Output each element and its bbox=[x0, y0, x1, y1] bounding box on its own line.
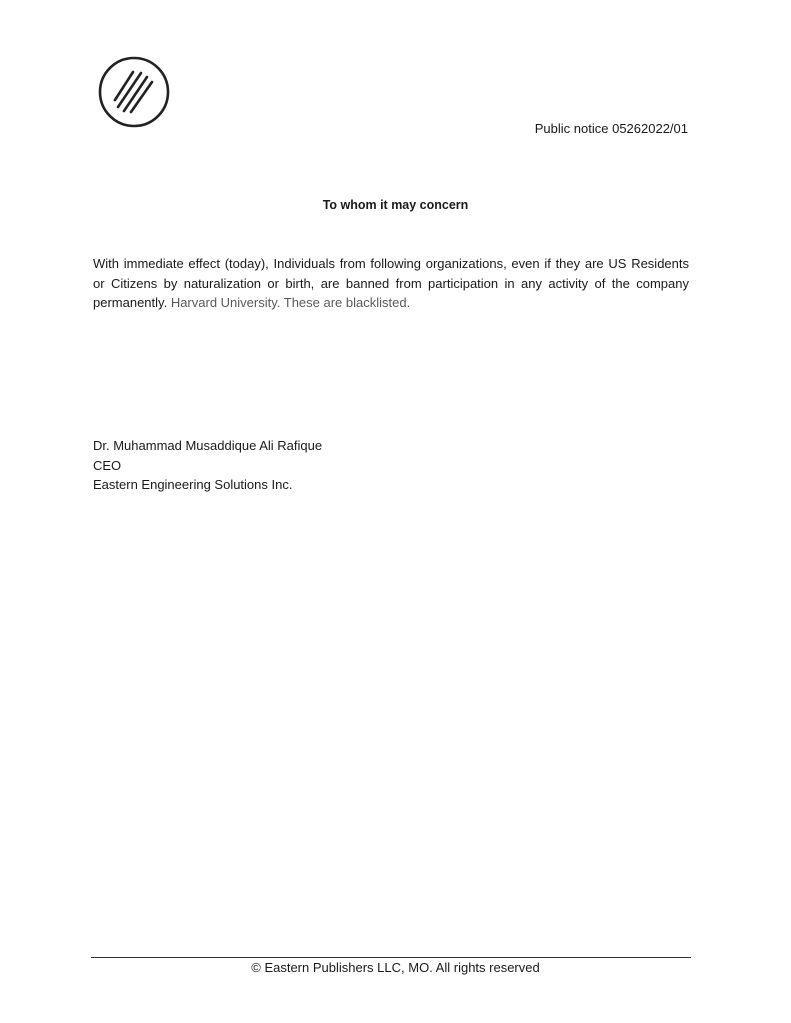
company-logo-icon bbox=[97, 55, 171, 129]
signer-company: Eastern Engineering Solutions Inc. bbox=[93, 477, 293, 492]
footer-divider bbox=[91, 957, 691, 958]
signature-block bbox=[93, 436, 322, 495]
signer-name: Dr. Muhammad Musaddique Ali Rafique bbox=[93, 438, 323, 453]
footer-copyright: © Eastern Publishers LLC, MO. All rights reserved bbox=[251, 960, 540, 975]
body-main-text: With immediate effect (today), Individuals from following organizations, even if they are US Residents or Citizens by naturalization or birth, are banned from participation in any activity of the company permanently. bbox=[93, 256, 689, 310]
body-org-text: Harvard University. These are blacklisted. bbox=[170, 295, 411, 310]
letter-body bbox=[93, 254, 689, 313]
signer-title: CEO bbox=[93, 457, 122, 473]
salutation-heading: To whom it may concern bbox=[322, 198, 469, 212]
notice-number: Public notice 05262022/01 bbox=[534, 121, 688, 136]
